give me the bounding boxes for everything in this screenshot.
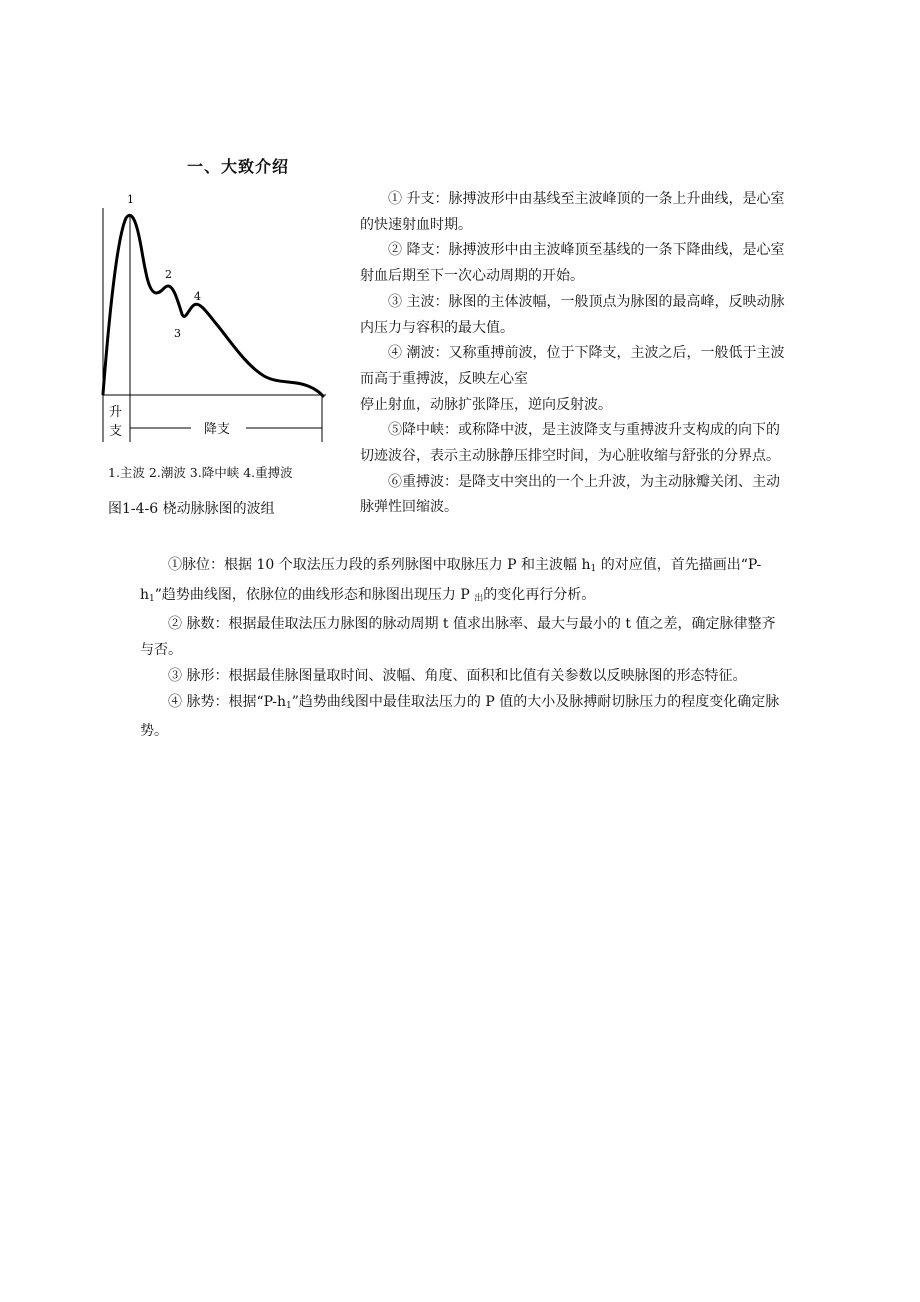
analysis-pulse-position-text-a: ①脉位：根据 10 个取法压力段的系列脉图中取脉压力 P 和主波幅 h	[168, 557, 591, 573]
analysis-pulse-shape: ③ 脉形：根据最佳脉图量取时间、波幅、角度、面积和比值有关参数以反映脉图的形态特征。	[168, 667, 747, 684]
analysis-pulse-force-text-b: ”趋势曲线图中最佳取法压力的 P 值的大小及脉搏耐切脉压力的程度变化确定脉势。	[140, 693, 780, 740]
peak-label-1: 1	[127, 193, 134, 206]
subscript: 出	[474, 593, 484, 604]
subscript: 1	[286, 700, 292, 711]
subscript: 1	[149, 593, 155, 604]
figure-legend: 1.主波 2.潮波 3.降中峡 4.重搏波	[108, 465, 293, 480]
definition-dicrotic-wave: ⑥重搏波：是降支中突出的一个上升波，为主动脉瓣关闭、主动脉弹性回缩波。	[360, 473, 780, 516]
analysis-pulse-position-text-c: ”趋势曲线图，依脉位的曲线形态和脉图出现压力 P	[154, 586, 475, 603]
peak-label-3: 3	[174, 327, 181, 340]
figure-caption: 图1-4-6 桡动脉脉图的波组	[108, 501, 275, 517]
ascending-label-top: 升	[109, 405, 123, 420]
wave-definitions	[360, 187, 790, 521]
analysis-pulse-rate: ② 脉数：根据最佳取法压力脉图的脉动周期 t 值求出脉率、最大与最小的 t 值之差，确定脉律整齐与否。	[140, 616, 776, 659]
definition-tidal-wave: ④ 潮波：又称重搏前波，位于下降支，主波之后，一般低于主波而高于重搏波，反映左心室	[360, 345, 785, 387]
analysis-pulse-position-text-b: 的对应值，首先描画出“P-h	[140, 557, 762, 603]
analysis-pulse-position-text-d: 的变化再行分析。	[483, 586, 596, 603]
section-title: 一、大致介绍	[187, 157, 290, 176]
definition-tidal-wave-cont: 停止射血，动脉扩张降压，逆向反射波。	[360, 396, 612, 413]
definition-ascending: ① 升支：脉搏波形中由基线至主波峰顶的一条上升曲线，是心室的快速射血时期。	[360, 191, 785, 233]
pulse-waveform-figure	[96, 190, 336, 450]
analysis-pulse-position	[140, 553, 782, 612]
ascending-label-bottom: 支	[109, 424, 123, 439]
analysis-pulse-force	[140, 690, 782, 745]
descending-label: 降支	[204, 422, 231, 437]
peak-label-4: 4	[194, 290, 201, 303]
analysis-pulse-force-text-a: ④ 脉势：根据“P-h	[168, 693, 287, 710]
peak-label-2: 2	[165, 268, 172, 281]
definition-dicrotic-notch: ⑤降中峡：或称降中波，是主波降支与重搏波升支构成的向下的切迹波谷，表示主动脉静压排空时间，为心脏收缩与舒张的分界点。	[360, 422, 780, 465]
definition-main-wave: ③ 主波：脉图的主体波幅，一般顶点为脉图的最高峰，反映动脉内压力与容积的最大值。	[360, 293, 785, 336]
definition-descending: ② 降支：脉搏波形中由主波峰顶至基线的一条下降曲线，是心室射血后期至下一次心动周期的开始。	[360, 242, 785, 285]
pulse-waveform-curve	[103, 215, 323, 396]
pulse-analysis-section	[140, 553, 782, 745]
pulse-waveform-diagram	[96, 190, 336, 450]
subscript: 1	[590, 564, 597, 574]
